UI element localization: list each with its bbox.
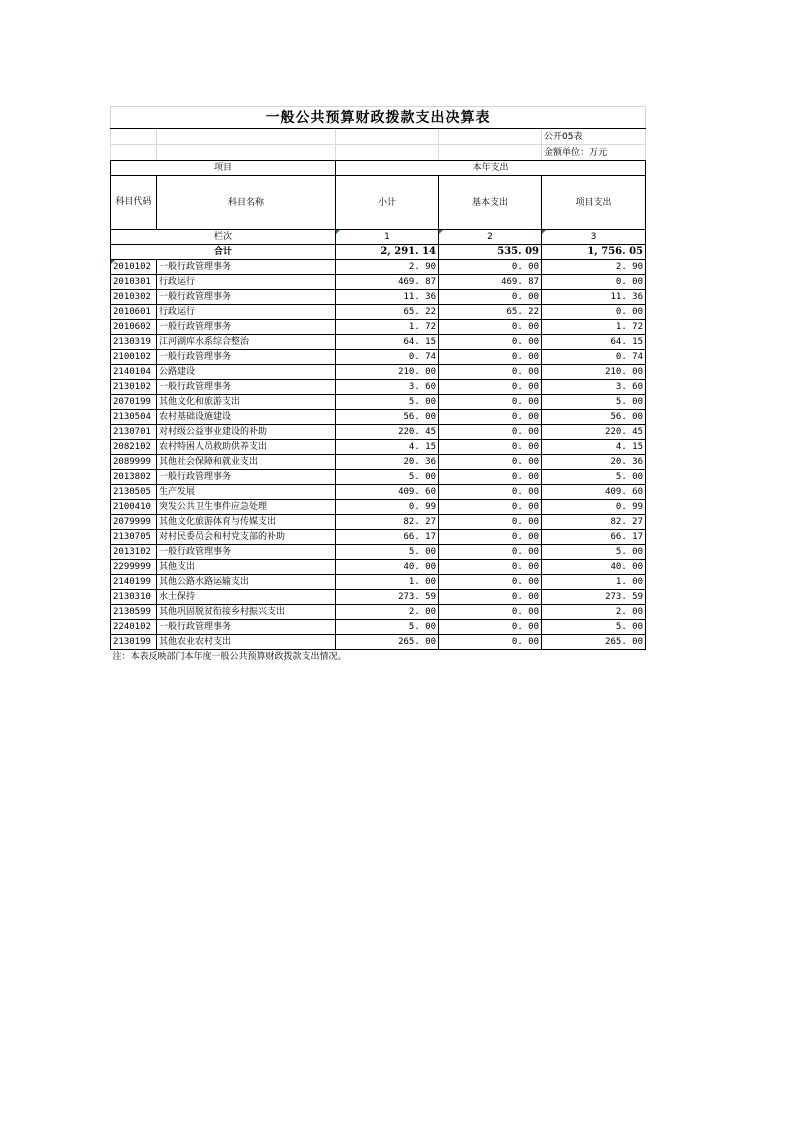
table-row bbox=[111, 275, 646, 290]
row-name: 突发公共卫生事件应急处理 bbox=[157, 500, 336, 515]
row-subtotal: 65. 22 bbox=[336, 305, 439, 320]
row-subtotal: 210. 00 bbox=[336, 365, 439, 380]
table-row bbox=[111, 335, 646, 350]
row-basic: 0. 00 bbox=[439, 635, 542, 650]
table-row bbox=[111, 260, 646, 275]
row-project: 56. 00 bbox=[542, 410, 646, 425]
row-name: 一般行政管理事务 bbox=[157, 380, 336, 395]
row-code: 2013102 bbox=[111, 545, 157, 560]
row-basic: 0. 00 bbox=[439, 575, 542, 590]
row-basic: 0. 00 bbox=[439, 545, 542, 560]
row-name: 其他农业农村支出 bbox=[157, 635, 336, 650]
row-project: 0. 00 bbox=[542, 275, 646, 290]
row-subtotal: 0. 74 bbox=[336, 350, 439, 365]
row-code: 2140104 bbox=[111, 365, 157, 380]
row-name: 行政运行 bbox=[157, 275, 336, 290]
row-subtotal: 3. 60 bbox=[336, 380, 439, 395]
row-subtotal: 0. 99 bbox=[336, 500, 439, 515]
row-project: 220. 45 bbox=[542, 425, 646, 440]
unit-label: 金额单位：万元 bbox=[542, 145, 646, 161]
row-name: 公路建设 bbox=[157, 365, 336, 380]
col-index-2: 2 bbox=[439, 230, 542, 245]
row-project: 40. 00 bbox=[542, 560, 646, 575]
row-basic: 0. 00 bbox=[439, 485, 542, 500]
header-project: 项目支出 bbox=[542, 176, 646, 230]
row-code: 2079999 bbox=[111, 515, 157, 530]
expenditure-table bbox=[110, 106, 646, 665]
row-basic: 0. 00 bbox=[439, 500, 542, 515]
header-subtotal: 小计 bbox=[336, 176, 439, 230]
row-code: 2010601 bbox=[111, 305, 157, 320]
row-name: 一般行政管理事务 bbox=[157, 620, 336, 635]
row-basic: 0. 00 bbox=[439, 335, 542, 350]
table-row bbox=[111, 485, 646, 500]
row-basic: 0. 00 bbox=[439, 320, 542, 335]
row-code: 2130705 bbox=[111, 530, 157, 545]
row-code: 2299999 bbox=[111, 560, 157, 575]
row-project: 0. 00 bbox=[542, 305, 646, 320]
row-subtotal: 11. 36 bbox=[336, 290, 439, 305]
row-name: 其他巩固脱贫衔接乡村振兴支出 bbox=[157, 605, 336, 620]
row-basic: 0. 00 bbox=[439, 290, 542, 305]
row-code: 2013802 bbox=[111, 470, 157, 485]
table-row bbox=[111, 620, 646, 635]
row-code: 2082102 bbox=[111, 440, 157, 455]
row-name: 一般行政管理事务 bbox=[157, 290, 336, 305]
row-subtotal: 40. 00 bbox=[336, 560, 439, 575]
total-subtotal: 2, 291. 14 bbox=[336, 245, 439, 260]
row-code: 2130310 bbox=[111, 590, 157, 605]
table-row bbox=[111, 515, 646, 530]
header-name: 科目名称 bbox=[157, 176, 336, 230]
table-row bbox=[111, 470, 646, 485]
row-basic: 0. 00 bbox=[439, 455, 542, 470]
header-current-year: 本年支出 bbox=[336, 161, 646, 176]
row-name: 一般行政管理事务 bbox=[157, 260, 336, 275]
table-row bbox=[111, 500, 646, 515]
row-project: 1. 72 bbox=[542, 320, 646, 335]
header-code: 科目代码 bbox=[111, 176, 157, 230]
total-project: 1, 756. 05 bbox=[542, 245, 646, 260]
row-project: 20. 36 bbox=[542, 455, 646, 470]
row-project: 66. 17 bbox=[542, 530, 646, 545]
row-code: 2140199 bbox=[111, 575, 157, 590]
row-project: 1. 00 bbox=[542, 575, 646, 590]
col-index-label: 栏次 bbox=[111, 230, 336, 245]
row-code: 2130599 bbox=[111, 605, 157, 620]
row-basic: 0. 00 bbox=[439, 410, 542, 425]
row-code: 2089999 bbox=[111, 455, 157, 470]
row-code: 2010102 bbox=[111, 260, 157, 275]
row-project: 210. 00 bbox=[542, 365, 646, 380]
row-subtotal: 5. 00 bbox=[336, 620, 439, 635]
row-code: 2130505 bbox=[111, 485, 157, 500]
row-basic: 0. 00 bbox=[439, 530, 542, 545]
table-row bbox=[111, 410, 646, 425]
table-row bbox=[111, 590, 646, 605]
row-code: 2010602 bbox=[111, 320, 157, 335]
row-subtotal: 469. 87 bbox=[336, 275, 439, 290]
row-name: 其他文化旅游体育与传媒支出 bbox=[157, 515, 336, 530]
row-project: 409. 60 bbox=[542, 485, 646, 500]
row-subtotal: 5. 00 bbox=[336, 395, 439, 410]
row-project: 0. 74 bbox=[542, 350, 646, 365]
table-number: 公开05表 bbox=[542, 129, 646, 145]
row-subtotal: 5. 00 bbox=[336, 545, 439, 560]
row-project: 273. 59 bbox=[542, 590, 646, 605]
row-code: 2130701 bbox=[111, 425, 157, 440]
total-basic: 535. 09 bbox=[439, 245, 542, 260]
row-subtotal: 64. 15 bbox=[336, 335, 439, 350]
row-project: 11. 36 bbox=[542, 290, 646, 305]
table-row bbox=[111, 290, 646, 305]
row-project: 5. 00 bbox=[542, 620, 646, 635]
row-code: 2240102 bbox=[111, 620, 157, 635]
row-project: 5. 00 bbox=[542, 470, 646, 485]
table-row bbox=[111, 425, 646, 440]
row-project: 2. 00 bbox=[542, 605, 646, 620]
row-basic: 0. 00 bbox=[439, 395, 542, 410]
row-project: 64. 15 bbox=[542, 335, 646, 350]
row-project: 265. 00 bbox=[542, 635, 646, 650]
row-project: 3. 60 bbox=[542, 380, 646, 395]
row-name: 生产发展 bbox=[157, 485, 336, 500]
row-basic: 0. 00 bbox=[439, 350, 542, 365]
row-code: 2130199 bbox=[111, 635, 157, 650]
table-row bbox=[111, 395, 646, 410]
row-name: 一般行政管理事务 bbox=[157, 350, 336, 365]
row-name: 农村特困人员救助供养支出 bbox=[157, 440, 336, 455]
row-basic: 0. 00 bbox=[439, 440, 542, 455]
row-basic: 65. 22 bbox=[439, 305, 542, 320]
table-row bbox=[111, 635, 646, 650]
row-basic: 0. 00 bbox=[439, 590, 542, 605]
table-row bbox=[111, 605, 646, 620]
row-code: 2070199 bbox=[111, 395, 157, 410]
table-row bbox=[111, 455, 646, 470]
row-code: 2130319 bbox=[111, 335, 157, 350]
row-subtotal: 265. 00 bbox=[336, 635, 439, 650]
row-basic: 0. 00 bbox=[439, 470, 542, 485]
row-code: 2100410 bbox=[111, 500, 157, 515]
row-subtotal: 66. 17 bbox=[336, 530, 439, 545]
row-subtotal: 82. 27 bbox=[336, 515, 439, 530]
row-name: 其他支出 bbox=[157, 560, 336, 575]
row-subtotal: 4. 15 bbox=[336, 440, 439, 455]
row-basic: 0. 00 bbox=[439, 605, 542, 620]
row-basic: 0. 00 bbox=[439, 365, 542, 380]
row-subtotal: 56. 00 bbox=[336, 410, 439, 425]
row-subtotal: 220. 45 bbox=[336, 425, 439, 440]
table-row bbox=[111, 320, 646, 335]
row-name: 一般行政管理事务 bbox=[157, 320, 336, 335]
row-name: 对村级公益事业建设的补助 bbox=[157, 425, 336, 440]
budget-sheet bbox=[110, 106, 645, 665]
row-name: 一般行政管理事务 bbox=[157, 545, 336, 560]
row-code: 2130102 bbox=[111, 380, 157, 395]
header-basic: 基本支出 bbox=[439, 176, 542, 230]
row-name: 其他公路水路运输支出 bbox=[157, 575, 336, 590]
row-project: 82. 27 bbox=[542, 515, 646, 530]
table-row bbox=[111, 365, 646, 380]
row-code: 2010301 bbox=[111, 275, 157, 290]
row-subtotal: 273. 59 bbox=[336, 590, 439, 605]
row-basic: 0. 00 bbox=[439, 560, 542, 575]
row-basic: 0. 00 bbox=[439, 260, 542, 275]
row-basic: 0. 00 bbox=[439, 425, 542, 440]
page-title: 一般公共预算财政拨款支出决算表 bbox=[111, 107, 646, 129]
total-label: 合计 bbox=[111, 245, 336, 260]
row-subtotal: 409. 60 bbox=[336, 485, 439, 500]
row-code: 2010302 bbox=[111, 290, 157, 305]
table-row bbox=[111, 380, 646, 395]
row-subtotal: 1. 00 bbox=[336, 575, 439, 590]
row-project: 4. 15 bbox=[542, 440, 646, 455]
table-row bbox=[111, 575, 646, 590]
row-subtotal: 2. 90 bbox=[336, 260, 439, 275]
row-project: 2. 90 bbox=[542, 260, 646, 275]
table-row bbox=[111, 545, 646, 560]
row-project: 5. 00 bbox=[542, 545, 646, 560]
row-basic: 0. 00 bbox=[439, 620, 542, 635]
row-name: 江河湖库水系综合整治 bbox=[157, 335, 336, 350]
row-code: 2130504 bbox=[111, 410, 157, 425]
col-index-3: 3 bbox=[542, 230, 646, 245]
col-index-1: 1 bbox=[336, 230, 439, 245]
row-name: 其他文化和旅游支出 bbox=[157, 395, 336, 410]
row-name: 行政运行 bbox=[157, 305, 336, 320]
row-name: 对村民委员会和村党支部的补助 bbox=[157, 530, 336, 545]
row-basic: 0. 00 bbox=[439, 380, 542, 395]
table-row bbox=[111, 305, 646, 320]
row-subtotal: 1. 72 bbox=[336, 320, 439, 335]
footnote: 注：本表反映部门本年度一般公共预算财政拨款支出情况。 bbox=[111, 650, 646, 665]
row-project: 5. 00 bbox=[542, 395, 646, 410]
row-basic: 469. 87 bbox=[439, 275, 542, 290]
row-name: 其他社会保障和就业支出 bbox=[157, 455, 336, 470]
row-project: 0. 99 bbox=[542, 500, 646, 515]
header-item: 项目 bbox=[111, 161, 336, 176]
row-name: 农村基础设施建设 bbox=[157, 410, 336, 425]
row-code: 2100102 bbox=[111, 350, 157, 365]
row-subtotal: 5. 00 bbox=[336, 470, 439, 485]
table-row bbox=[111, 350, 646, 365]
row-name: 一般行政管理事务 bbox=[157, 470, 336, 485]
table-row bbox=[111, 440, 646, 455]
table-row bbox=[111, 530, 646, 545]
row-subtotal: 2. 00 bbox=[336, 605, 439, 620]
row-subtotal: 20. 36 bbox=[336, 455, 439, 470]
row-name: 水土保持 bbox=[157, 590, 336, 605]
row-basic: 0. 00 bbox=[439, 515, 542, 530]
table-row bbox=[111, 560, 646, 575]
